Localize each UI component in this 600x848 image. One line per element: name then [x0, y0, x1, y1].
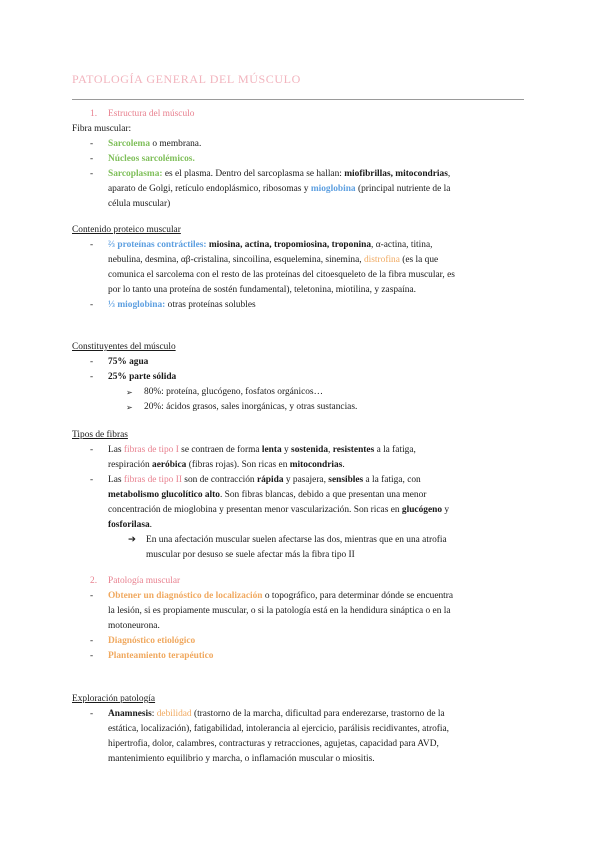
section-exploracion — [72, 692, 524, 767]
dash-bullet: - — [90, 139, 94, 149]
section-heading — [72, 574, 524, 589]
list-item — [72, 238, 524, 298]
item-text: . Son fibras blancas, debido a que presentan una menor — [219, 490, 427, 500]
term: ⅓ mioglobina: — [108, 300, 166, 310]
dash-bullet: - — [90, 240, 94, 250]
subsection-heading: Constituyentes del músculo — [72, 342, 176, 352]
bold-text: 25% parte sólida — [108, 372, 177, 382]
item-text: concentración de mioglobina y presentan menor vascularización. Son ricas en — [108, 505, 402, 515]
item-text: otras proteínas solubles — [165, 300, 256, 310]
term: debilidad — [156, 709, 192, 719]
item-text: 20%: ácidos grasos, sales inorgánicas, y otras sustancias. — [144, 402, 358, 412]
item-text: aparato de Golgi, retículo endoplásmico, ribosomas y — [108, 184, 311, 194]
item-text: la lesión, si es propiamente muscular, o si la patología está en la hendidura sináptica o en la — [108, 606, 451, 616]
dash-bullet: - — [90, 372, 94, 382]
list-item — [72, 370, 524, 385]
bold-text: mitocondrias — [289, 460, 343, 470]
section-tipos-fibras — [72, 428, 524, 563]
section-number: 1. — [90, 109, 98, 119]
item-text: respiración — [108, 460, 152, 470]
list-item — [72, 634, 524, 649]
item-text: , — [328, 445, 333, 455]
bold-text: resistentes — [332, 445, 375, 455]
sub-list-item — [72, 400, 524, 415]
dash-bullet: - — [90, 154, 94, 164]
term: fibras de tipo II — [123, 475, 182, 485]
item-text: , α-actina, titina, — [371, 240, 433, 250]
term: Sarcolema — [108, 139, 151, 149]
list-item — [72, 298, 524, 313]
item-text: se contraen de forma — [178, 445, 262, 455]
item-text: Las — [108, 475, 124, 485]
item-text: 80%: proteína, glucógeno, fosfatos orgánicos… — [144, 387, 323, 397]
dash-bullet: - — [90, 591, 94, 601]
bold-text: 75% agua — [108, 357, 149, 367]
term: Diagnóstico etiológico — [108, 636, 196, 646]
dash-bullet: - — [90, 300, 94, 310]
bold-text: sensibles — [328, 475, 364, 485]
item-text: por lo tanto una proteína de sostén fundamental), teletonina, miotilina, y zaspaína. — [108, 285, 416, 295]
item-text: (es la que — [399, 255, 439, 265]
bold-text: metabolismo glucolítico alto — [108, 490, 220, 500]
dash-bullet: - — [90, 445, 94, 455]
dash-bullet: - — [90, 169, 94, 179]
list-item — [72, 152, 524, 167]
arrow-bullet-icon: ➢ — [126, 388, 133, 397]
dash-bullet: - — [90, 636, 94, 646]
item-text: motoneurona. — [108, 621, 160, 631]
subsection-heading: Tipos de fibras — [72, 430, 128, 440]
term: Sarcoplasma: — [108, 169, 163, 179]
bold-text: rápida — [256, 475, 284, 485]
item-text: (fibras rojas). Son ricas en — [186, 460, 290, 470]
list-item — [72, 355, 524, 370]
bold-text: miofibrillas, mitocondrias — [344, 169, 448, 179]
note-item — [72, 533, 524, 563]
dash-bullet: - — [90, 475, 94, 485]
item-text: mantenimiento equilibrio y marcha, o inflamación muscular o miositis. — [108, 754, 375, 764]
item-text: : — [151, 709, 157, 719]
item-text: nebulina, desmina, αβ-cristalina, sincoilina, esquelemina, sinemina, — [108, 255, 364, 265]
item-text: muscular por desuso se suele afectar más la fibra tipo II — [146, 550, 355, 560]
section-patologia-muscular — [72, 574, 524, 664]
list-item — [72, 589, 524, 634]
item-text: o membrana. — [150, 139, 202, 149]
list-item — [72, 137, 524, 152]
list-item — [72, 707, 524, 767]
item-text: y — [281, 445, 292, 455]
subsection-heading: Contenido proteico muscular — [72, 225, 181, 235]
item-text: (trastorno de la marcha, dificultad para enderezarse, trastorno de la — [191, 709, 445, 719]
item-text: hipertrofia, dolor, calambres, contracturas y retracciones, agujetas, capacidad para AVD, — [108, 739, 439, 749]
item-text: son de contracción — [181, 475, 257, 485]
dash-bullet: - — [90, 709, 94, 719]
item-text: es el plasma. Dentro del sarcoplasma se hallan: — [162, 169, 345, 179]
item-text: o topográfico, para determinar dónde se encuentra — [262, 591, 454, 601]
item-text: En una afectación muscular suelen afectarse las dos, mientras que en una atrofia — [146, 535, 447, 545]
bold-text: sostenida — [291, 445, 329, 455]
list-item — [72, 167, 524, 212]
item-text: célula muscular) — [108, 199, 171, 209]
item-text: Las — [108, 445, 124, 455]
section-contenido-proteico — [72, 223, 524, 313]
section-heading — [72, 107, 524, 122]
item-text: , — [447, 169, 451, 179]
item-text: a la fatiga, con — [363, 475, 421, 485]
term: distrofina — [363, 255, 400, 265]
section-constituyentes — [72, 340, 524, 415]
term: ⅔ proteínas contráctiles: — [108, 240, 207, 250]
bold-text: miosina, actina, tropomiosina, troponina — [206, 240, 372, 250]
dash-bullet: - — [90, 651, 94, 661]
term: fibras de tipo I — [123, 445, 179, 455]
bold-text: glucógeno — [401, 505, 443, 515]
right-arrow-icon: ➔ — [128, 535, 136, 545]
subsection-heading: Exploración patología — [72, 694, 156, 704]
item-text: y — [442, 505, 450, 515]
term: mioglobina — [310, 184, 356, 194]
item-text: estática, localización), fatigabilidad, intolerancia al ejercicio, parálisis recidivantes, atrofia, — [108, 724, 449, 734]
item-text: (principal nutriente de la — [355, 184, 451, 194]
sub-list-item — [72, 385, 524, 400]
section-title: Estructura del músculo — [108, 109, 195, 119]
bold-text: aeróbica — [152, 460, 187, 470]
section-estructura — [72, 107, 524, 212]
list-item — [72, 649, 524, 664]
arrow-bullet-icon: ➢ — [126, 403, 133, 412]
title-divider — [72, 99, 524, 100]
section-number: 2. — [90, 576, 98, 586]
term: Planteamiento terapéutico — [108, 651, 214, 661]
item-text: . — [342, 460, 345, 470]
list-item — [72, 473, 524, 533]
item-text: comunica el sarcolema con el resto de las proteínas del citoesqueleto de la fibra muscular, es — [108, 270, 455, 280]
list-item — [72, 443, 524, 473]
bold-text: fosforilasa — [108, 520, 150, 530]
item-text: y pasajera, — [283, 475, 329, 485]
item-text: a la fatiga, — [374, 445, 416, 455]
item-text: . — [149, 520, 153, 530]
page-title: PATOLOGÍA GENERAL DEL MÚSCULO — [72, 72, 301, 86]
bold-text: lenta — [261, 445, 282, 455]
dash-bullet: - — [90, 357, 94, 367]
bold-text: Anamnesis — [108, 709, 152, 719]
term: Núcleos sarcolémicos. — [108, 154, 195, 164]
section-title: Patología muscular — [108, 576, 181, 586]
term: Obtener un diagnóstico de localización — [108, 591, 263, 601]
fibra-label: Fibra muscular: — [72, 124, 132, 134]
